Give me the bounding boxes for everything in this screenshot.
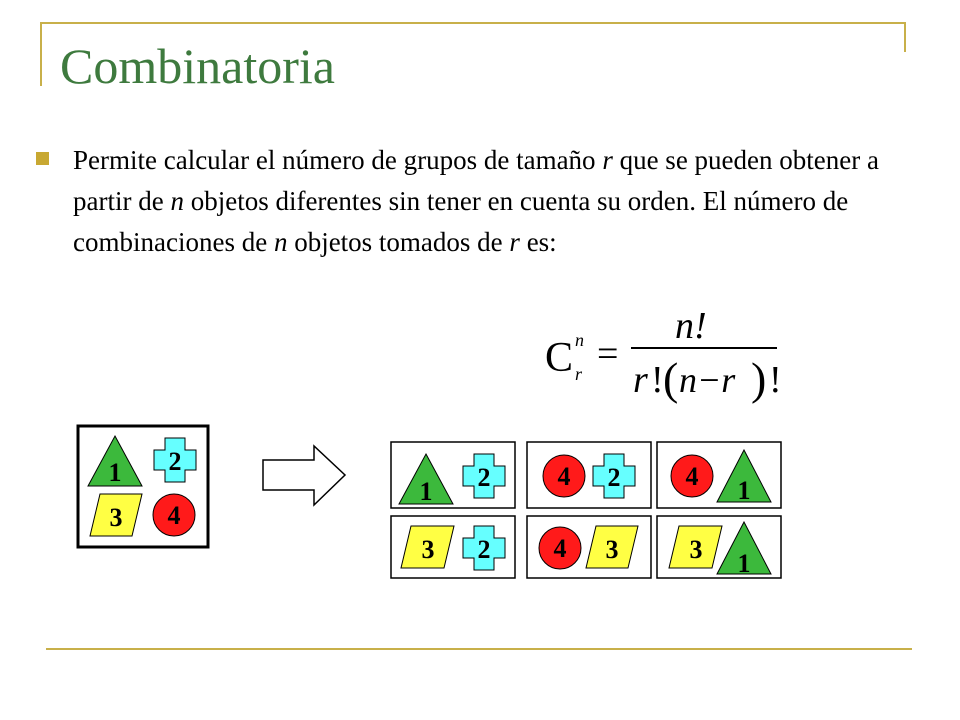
variable-n: n xyxy=(273,227,288,257)
combination-label: 2 xyxy=(607,463,621,492)
variable-r: r xyxy=(602,145,613,175)
bullet-text-part: es: xyxy=(519,227,557,257)
formula-den-r: r xyxy=(633,359,648,401)
combination-label: 2 xyxy=(477,463,491,492)
formula-den-inner: n−r xyxy=(679,360,736,400)
formula-den-rparen: ) xyxy=(751,353,767,404)
formula-den-bang2: ! xyxy=(769,359,782,401)
formula-numerator: n! xyxy=(675,305,707,347)
right-arrow-icon xyxy=(263,446,345,505)
parallelogram-label: 3 xyxy=(109,503,123,532)
bullet-text-part: objetos tomados de xyxy=(287,227,510,257)
formula-den-lparen: ( xyxy=(663,353,679,404)
combination-label: 3 xyxy=(605,535,619,564)
combination-label: 3 xyxy=(421,535,435,564)
formula-sub-r: r xyxy=(575,364,583,384)
variable-r: r xyxy=(509,227,520,257)
combination-label: 1 xyxy=(737,549,751,578)
combination-label: 4 xyxy=(553,534,567,563)
formula-equals: = xyxy=(597,333,619,375)
combination-label: 3 xyxy=(689,535,703,564)
cross-label: 2 xyxy=(168,447,182,476)
bullet-text-part: objetos diferentes sin tener en cuenta su orden. El número de combinaciones de xyxy=(73,186,849,257)
combination-label: 1 xyxy=(737,476,751,505)
bullet-text-part: que se pueden obtener a partir de xyxy=(73,145,879,216)
circle-label: 4 xyxy=(167,501,181,530)
formula-sup-n: n xyxy=(575,330,584,350)
formula-c: C xyxy=(545,335,574,381)
bullet-text-part: Permite calcular el número de grupos de tamaño xyxy=(73,145,603,175)
combination-label: 4 xyxy=(685,462,699,491)
triangle-label: 1 xyxy=(108,458,122,487)
slide-title: Combinatoria xyxy=(60,38,335,94)
variable-n: n xyxy=(170,186,184,216)
combination-label: 4 xyxy=(557,462,571,491)
combination-label: 2 xyxy=(477,535,491,564)
formula-den-bang1: ! xyxy=(651,359,664,401)
combination-label: 1 xyxy=(419,477,433,506)
